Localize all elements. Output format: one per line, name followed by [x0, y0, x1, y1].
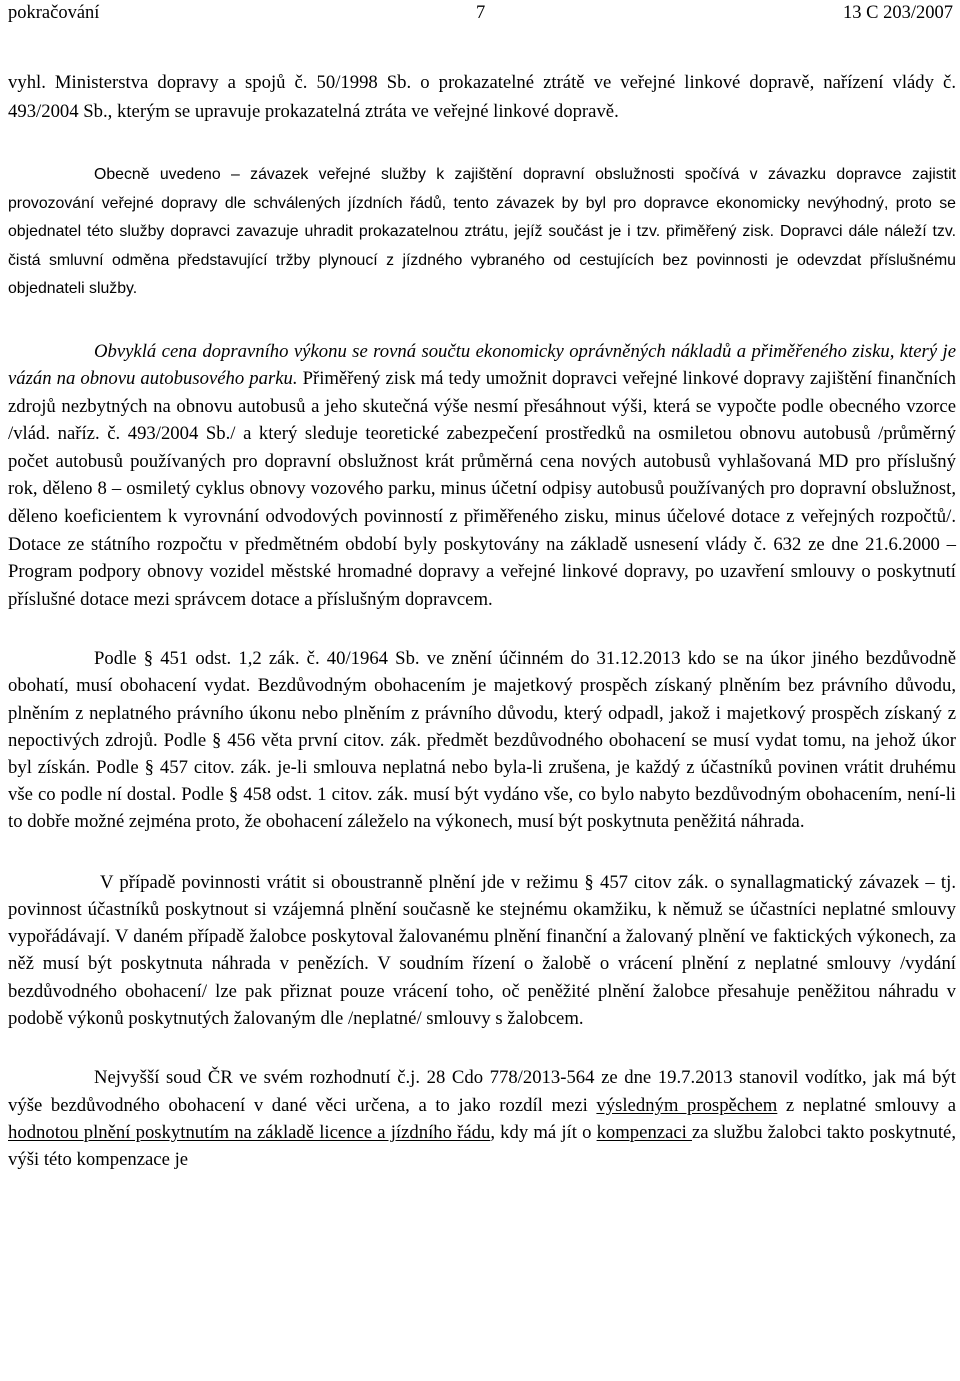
- underlined-result-benefit: výsledným prospěchem: [596, 1094, 778, 1116]
- paragraph-usual-price: [8, 338, 956, 613]
- paragraph-usual-price-text: Přiměřený zisk má tedy umožnit dopravci veřejné linkové dopravy zajištění finančních zdrojů nezbytných na obnovu autobusů a jeho skutečná výše nesmí přesáhnout výši, která se vypočte podle obecného vzorce /vlád. naříz. č. 493/2004 Sb./ a který sleduje teoretické zabezpečení prostředků na osmiletou obnovu autobusů /průměrný počet autobusů používaných pro dopravní obslužnost krát průměrná cena nových autobusů vyhlašovaná MD pro příslušný rok, děleno 8 – osmiletý cyklus obnovy vozového parku, minus účetní odpisy autobusů používaných pro dopravní obslužnost, děleno koeficientem k vyrovnání odvodových povinností z přiměřeného zisku, minus účelové dotace z veřejných rozpočtů/. Dotace ze státního rozpočtu v předmětném období byly poskytovány na základě usnesení vlády č. 632 ze dne 21.6.2000 – Program podpory obnovy vozidel městské hromadné dopravy a veřejné linkové dopravy, po uzavření smlouvy o poskytnutí příslušné dotace mezi správcem dotace a příslušným dopravcem.: [8, 368, 956, 610]
- document-body: [8, 69, 956, 1174]
- italic-definition: Obvyklá cena dopravního výkonu se rovná součtu ekonomicky oprávněných nákladů a přiměřeného zisku, který je vázán na obnovu autobusového parku.: [8, 340, 956, 390]
- header-continuation-label: pokračování: [8, 3, 100, 23]
- paragraph-synallagmatic-obligation: V případě povinnosti vrátit si oboustranně plnění jde v režimu § 457 citov zák. o synallagmatický závazek – tj. povinnost účastníků poskytnout si vzájemná plnění současně ke stejnému okamžiku, k němuž se účastníci neplatné smlouvy vypořádávají. V daném případě žalobce poskytoval žalovanému plnění finanční a žalovaný plnění ve faktických výkonech, za něž musí být poskytnuta náhrada v penězích. V soudním řízení o žalobě o vrácení plnění z neplatné smlouvy /vydání bezdůvodného obohacení/ lze pak přiznat pouze vrácení toho, oč peněžité plnění žalobce přesahuje peněžitou náhradu v podobě výkonů poskytnutých žalovaným dle /neplatné/ smlouvy s žalobcem.: [8, 871, 956, 1030]
- page-number: 7: [476, 3, 486, 23]
- paragraph-regulations: vyhl. Ministerstva dopravy a spojů č. 50/1998 Sb. o prokazatelné ztrátě ve veřejné linkové dopravě, nařízení vlády č. 493/2004 Sb., kterým se upravuje prokazatelná ztráta ve veřejné linkové dopravě.: [8, 72, 956, 122]
- page-header: [0, 0, 960, 30]
- underlined-compensation: kompenzaci: [596, 1121, 693, 1143]
- supreme-court-text-a: Nejvyšší soud ČR ve svém rozhodnutí č.j. 28 Cdo 778/2013-564 ze dne 19.7.2013 stanovil vodítko, jak má být výše bezdůvodného obohacení v dané věci určena, a to jako rozdíl mezi: [8, 1067, 956, 1116]
- supreme-court-text-b: z neplatné smlouvy a: [777, 1094, 957, 1116]
- paragraph-supreme-court-decision: [8, 1064, 956, 1173]
- case-number: 13 C 203/2007: [843, 3, 953, 23]
- paragraph-unjust-enrichment-law: Podle § 451 odst. 1,2 zák. č. 40/1964 Sb. ve znění účinném do 31.12.2013 kdo se na úkor jiného bezdůvodně obohatí, musí obohacení vydat. Bezdůvodným obohacením je majetkový prospěch získaný plněním bez právního důvodu, plněním z neplatného právního úkonu nebo plněním z právního důvodu, který odpadl, jakož i majetkový prospěch získaný z nepoctivých zdrojů. Podle § 456 věta první citov. zák. předmět bezdůvodného obohacení se musí vydat tomu, na jehož úkor byl získán. Podle § 457 citov. zák. je-li smlouva neplatná nebo byla-li zrušena, je každý z účastníků povinen vrátit druhému vše co podle ní dostal. Podle § 458 odst. 1 citov. zák. musí být vydáno vše, co bylo nabyto bezdůvodným obohacením, není-li to dobře možné zejména proto, že obohacení záleželo na výkonech, musí být poskytnuta peněžitá náhrada.: [8, 648, 956, 833]
- supreme-court-text-d: za službu žalobci takto poskytnuté, výši této kompenzace je: [8, 1121, 957, 1171]
- supreme-court-text-c: , kdy má jít o: [490, 1121, 597, 1143]
- underlined-performance-value: hodnotou plnění poskytnutím na základě licence a jízdního řádu: [8, 1121, 491, 1143]
- paragraph-public-service-obligation: Obecně uvedeno – závazek veřejné služby k zajištění dopravní obslužnosti spočívá v závazku dopravce zajistit provozování veřejné dopravy dle schválených jízdních řádů, tento závazek by byl pro dopravce ekonomicky nevýhodný, proto se objednatel této služby dopravci zavazuje uhradit prokazatelnou ztrátu, jejíž součást je i tzv. přiměřený zisk. Dopravci dále náleží tzv. čistá smluvní odměna představující tržby plynoucí z jízdného vybraného od cestujících bez povinnosti je odevzdat příslušnému objednateli služby.: [8, 166, 956, 298]
